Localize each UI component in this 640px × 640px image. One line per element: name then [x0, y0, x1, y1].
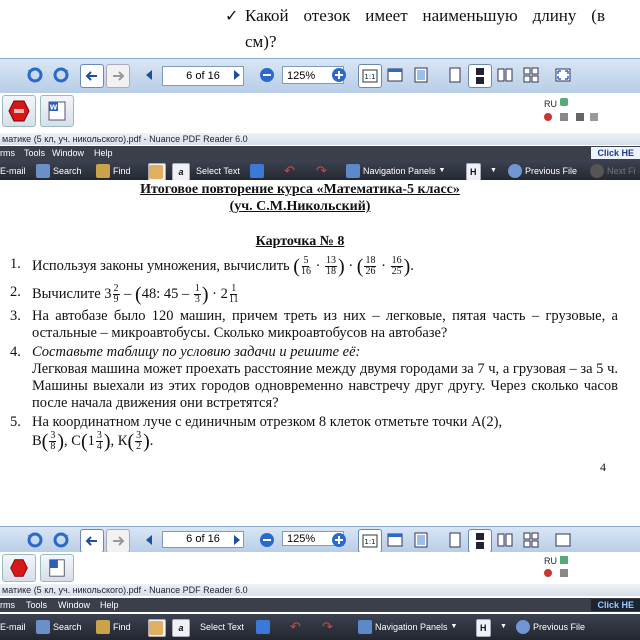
continuous-icon — [471, 532, 489, 550]
next-file-icon — [590, 164, 604, 178]
select-text-label: Select Text — [200, 622, 244, 632]
nav-toolbar — [0, 58, 640, 94]
formula-paren: ) — [201, 283, 209, 306]
triangle-left-icon — [140, 531, 158, 549]
highlight-icon: H — [470, 167, 477, 177]
continuous-button[interactable] — [468, 529, 492, 553]
app-hexagon-icon — [7, 99, 31, 123]
highlight-menu-button[interactable] — [490, 163, 497, 179]
menu-item-tools[interactable]: Tools — [24, 148, 46, 158]
arrow-left-icon — [83, 532, 101, 550]
task-instruction: Составьте таблицу по условию задачи и решите её: — [32, 344, 361, 360]
system-tray — [530, 552, 640, 582]
svg-text:1:1: 1:1 — [364, 73, 376, 81]
task-number: 3. — [10, 308, 21, 324]
search-icon — [36, 620, 50, 634]
menu-item-tools[interactable]: Tools — [26, 600, 48, 610]
question-word: имеет — [365, 6, 408, 25]
next-file-label: Next Fi — [607, 166, 636, 176]
rotate-ccw-icon — [26, 66, 44, 84]
fraction: $\frac{3}{2}$ — [136, 430, 142, 452]
zoom-out-icon — [258, 66, 276, 84]
tray-misc-icon[interactable] — [590, 113, 598, 121]
question-word: (в — [591, 6, 605, 25]
full-screen-button[interactable] — [552, 64, 574, 86]
taskbar-word-button[interactable] — [40, 95, 74, 127]
back-button[interactable] — [80, 529, 104, 553]
actual-size-icon — [361, 532, 379, 550]
zoom-in-button[interactable] — [328, 64, 350, 86]
worksheet-page: Итоговое повторение курса «Математика-5 класс» (уч. С.М.Никольский) Карточка № 8 1. Используя законы умножения, вычислить ( $\frac{5}{16}$ · $\frac{13}{18}$ ) · ( $\frac{18}{26}$ · $\frac{16}{25}$ ). 2. Вычислите 3 $\frac{2}{9}$ – (48: 45 – $\frac{1}{3}$ ) · 2 $\frac{1}{11}$ 3. На автобазе было 120 машин, причем треть из них – легковые, пятая часть – грузовые, а остальные – микроавтобусы. Сколько микроавтобусов на автобазе? 4. Составьте таблицу по условию задачи и решите её: Легковая машина может проехать расстояние между двумя городами за 7 ч, а грузовая – за 5 ч. Машины выехали из этих городов одновременно навстречу друг другу. Через сколько часов после начала движения они встретятся? 5. На координатном луче с единичным отрезком 8 клеток отметьте точки А(2), В( $\frac{3}{8}$ ), С(1 $\frac{3}{4}$ ), К( $\frac{3}{2}$ ). 4 — [0, 180, 640, 520]
search-button[interactable] — [36, 163, 82, 179]
rotate-cw-button[interactable] — [50, 64, 72, 86]
full-screen-icon — [554, 531, 572, 549]
fraction: $\frac{2}{9}$ — [113, 283, 119, 305]
task-text: На автобазе было 120 машин, причем треть из них – легковые, пятая часть – грузовые, а остальные – микроавтобусы. Сколько микроавтобусов на автобазе? — [32, 308, 618, 341]
fraction: $\frac{16}{25}$ — [391, 255, 402, 277]
facing-button[interactable] — [494, 64, 516, 86]
taskbar-bottom — [0, 552, 640, 582]
menu-bar-bottom — [0, 598, 640, 612]
text-cursor-icon: a — [178, 167, 184, 177]
panels-icon — [358, 620, 372, 634]
formula-paren: ) — [338, 255, 345, 278]
full-screen-button[interactable] — [552, 529, 574, 551]
previous-file-label: Previous File — [525, 166, 578, 176]
task-number: 5. — [10, 414, 21, 430]
back-button[interactable] — [80, 64, 104, 88]
formula-paren: ( — [41, 430, 49, 453]
rotate-ccw-button[interactable] — [24, 529, 46, 551]
email-button[interactable] — [0, 619, 26, 635]
formula-paren: ( — [356, 255, 364, 278]
actual-size-icon — [361, 67, 379, 85]
rotate-cw-button[interactable] — [50, 529, 72, 551]
zoom-in-icon — [330, 66, 348, 84]
facing-pages-icon — [496, 66, 514, 84]
zoom-out-icon — [258, 531, 276, 549]
snapshot-button[interactable] — [256, 619, 270, 635]
find-button[interactable] — [96, 619, 131, 635]
worksheet-title: Итоговое повторение курса «Математика-5 класс» — [140, 182, 460, 197]
rotate-ccw-icon — [26, 531, 44, 549]
task-number: 4. — [10, 344, 21, 360]
full-screen-icon — [554, 66, 572, 84]
snapshot-icon — [250, 164, 264, 178]
menu-bar — [0, 146, 640, 160]
fit-width-button[interactable] — [384, 529, 406, 551]
worksheet-subtitle: (уч. С.М.Никольский) — [229, 199, 371, 214]
chevron-down-icon: ▼ — [490, 167, 497, 174]
previous-page-button[interactable] — [138, 529, 160, 551]
background-document — [0, 0, 640, 58]
page-number-field[interactable]: 6 of 16 — [162, 66, 244, 86]
find-label: Find — [113, 166, 131, 176]
continuous-facing-button[interactable] — [520, 64, 542, 86]
search-label: Search — [53, 622, 82, 632]
checkmark-icon: ✓ — [225, 6, 239, 25]
fit-width-icon — [386, 531, 404, 549]
redo-icon: ↷ — [316, 163, 327, 178]
tray-volume-icon[interactable] — [576, 113, 584, 121]
continuous-facing-icon — [522, 66, 540, 84]
hand-tool-button[interactable] — [148, 619, 166, 637]
task-text: На координатном луче с единичным отрезком 8 клеток отметьте точки А(2), — [32, 414, 503, 430]
search-label: Search — [53, 166, 82, 176]
redo-button[interactable] — [322, 619, 333, 635]
text-cursor-icon: a — [178, 623, 184, 633]
navigation-panels-button[interactable] — [358, 619, 457, 635]
previous-file-icon — [516, 620, 530, 634]
question-word: отезок — [303, 6, 351, 25]
top-question — [225, 3, 605, 55]
fraction: $\frac{13}{18}$ — [326, 255, 337, 277]
previous-file-label: Previous File — [533, 622, 586, 632]
previous-file-button[interactable] — [508, 163, 577, 179]
fraction: $\frac{1}{3}$ — [194, 283, 200, 305]
email-label: E-mail — [0, 622, 26, 632]
highlight-icon: H — [480, 623, 487, 633]
taskbar-word-button[interactable] — [40, 554, 74, 582]
select-text-label: Select Text — [196, 166, 240, 176]
rotate-ccw-button[interactable] — [24, 64, 46, 86]
previous-page-button[interactable] — [138, 64, 160, 86]
menu-item-help[interactable]: Help — [94, 148, 113, 158]
question-word: наименьшую — [422, 6, 518, 25]
fit-page-icon — [412, 531, 430, 549]
snapshot-button[interactable] — [250, 163, 264, 179]
task-text: Используя законы умножения, вычислить — [32, 257, 290, 274]
fit-width-button[interactable] — [384, 64, 406, 86]
fraction: $\frac{18}{26}$ — [365, 255, 376, 277]
undo-button[interactable] — [290, 619, 301, 635]
system-tray — [530, 93, 640, 129]
language-indicator[interactable]: RU — [544, 556, 557, 566]
search-icon — [36, 164, 50, 178]
task-number: 2. — [10, 284, 21, 300]
triangle-left-icon — [140, 66, 158, 84]
formula-paren: ( — [135, 283, 142, 306]
menu-item-window[interactable]: Window — [52, 148, 85, 158]
window-title-bar-bottom — [0, 584, 640, 596]
nav-toolbar-bottom — [0, 526, 640, 554]
fit-page-icon — [412, 66, 430, 84]
tray-network-icon[interactable] — [560, 569, 568, 577]
navigation-panels-button[interactable] — [346, 163, 445, 179]
chevron-down-icon: ▼ — [500, 623, 507, 630]
triangle-right-icon — [228, 531, 246, 549]
highlight-menu-button[interactable] — [500, 619, 507, 635]
email-button[interactable] — [0, 163, 26, 179]
chevron-down-icon: ▼ — [450, 623, 458, 630]
zoom-in-icon — [330, 531, 348, 549]
promo-link[interactable]: Click HE — [591, 147, 640, 159]
command-bar-bottom — [0, 614, 640, 640]
fraction: $\frac{3}{8}$ — [50, 430, 56, 452]
zoom-level-value: 125% — [287, 70, 316, 82]
triangle-right-icon — [228, 66, 246, 84]
tray-keyboard-icon[interactable] — [560, 556, 568, 564]
chevron-down-icon: ▼ — [438, 167, 446, 174]
next-file-button[interactable] — [590, 163, 636, 179]
formula-paren: ) — [57, 430, 65, 453]
menu-item-window[interactable]: Window — [58, 600, 91, 610]
single-page-icon — [446, 531, 464, 549]
taskbar-app-button[interactable] — [2, 554, 36, 582]
menu-item-forms[interactable]: rms — [0, 148, 15, 158]
formula-paren: ( — [127, 430, 135, 453]
zoom-out-button[interactable] — [256, 529, 278, 551]
find-button[interactable] — [96, 163, 131, 179]
select-text-tool-button[interactable] — [172, 163, 190, 181]
promo-link[interactable]: Click HE — [591, 599, 640, 611]
single-page-button[interactable] — [444, 529, 466, 551]
formula-paren: ) — [103, 430, 111, 453]
taskbar — [0, 93, 640, 129]
single-page-button[interactable] — [444, 64, 466, 86]
fit-page-button[interactable] — [410, 64, 432, 86]
tray-status-icon[interactable] — [544, 569, 552, 577]
arrow-left-icon — [83, 67, 101, 85]
task-text: Вычислите — [32, 285, 101, 302]
binoculars-icon — [96, 620, 110, 634]
facing-button[interactable] — [494, 529, 516, 551]
formula-paren: ) — [143, 430, 150, 453]
binoculars-icon — [96, 164, 110, 178]
select-text-tool-button[interactable] — [172, 619, 190, 637]
continuous-button[interactable] — [468, 64, 492, 88]
fit-width-icon — [386, 66, 404, 84]
zoom-in-button[interactable] — [328, 529, 350, 551]
actual-size-button[interactable] — [358, 529, 382, 553]
command-bar — [0, 160, 640, 182]
task-number: 1. — [10, 256, 21, 272]
svg-text:1:1: 1:1 — [364, 538, 376, 546]
taskbar-app-button[interactable] — [2, 95, 36, 127]
fraction: $\frac{1}{11}$ — [228, 283, 239, 305]
task-text: Легковая машина может проехать расстояние между двумя городами за 7 ч, а грузовая – за 5 ч. Машины выехали из этих городов одновременно навстречу друг другу. Через сколько часов после начала движения они встретятся? — [32, 361, 618, 411]
tray-status-icon[interactable] — [544, 113, 552, 121]
nav-panels-label: Navigation Panels — [363, 166, 436, 176]
nav-panels-label: Navigation Panels — [375, 622, 448, 632]
previous-file-icon — [508, 164, 522, 178]
formula-paren: ( — [293, 255, 300, 278]
menu-item-forms[interactable]: rms — [0, 600, 15, 610]
hand-icon — [149, 621, 163, 635]
facing-pages-icon — [496, 531, 514, 549]
hand-icon — [149, 165, 163, 179]
continuous-facing-icon — [522, 531, 540, 549]
actual-size-button[interactable] — [358, 64, 382, 88]
window-title-bar — [0, 133, 640, 145]
undo-icon: ↶ — [290, 619, 301, 634]
redo-button[interactable] — [316, 163, 327, 179]
panels-icon — [346, 164, 360, 178]
zoom-level-value: 125% — [287, 533, 316, 545]
search-button[interactable] — [36, 619, 82, 635]
rotate-cw-icon — [52, 66, 70, 84]
fit-page-button[interactable] — [410, 529, 432, 551]
single-page-icon — [446, 66, 464, 84]
forward-button[interactable] — [106, 64, 130, 88]
question-word: Какой — [245, 6, 289, 25]
zoom-out-button[interactable] — [256, 64, 278, 86]
page-number: 4 — [600, 460, 606, 474]
tray-network-icon[interactable] — [560, 113, 568, 121]
svg-text:W: W — [49, 103, 58, 112]
formula-paren: ( — [80, 430, 88, 453]
arrow-right-icon — [109, 67, 127, 85]
next-page-button[interactable] — [226, 64, 248, 86]
language-indicator[interactable]: RU — [544, 99, 557, 109]
next-page-button[interactable] — [226, 529, 248, 551]
formula-paren: ) — [403, 255, 411, 278]
select-text-button[interactable] — [200, 619, 244, 635]
email-label: E-mail — [0, 166, 26, 176]
undo-button[interactable] — [284, 163, 295, 179]
find-label: Find — [113, 622, 131, 632]
continuous-facing-button[interactable] — [520, 529, 542, 551]
window-title: матике (5 кл, уч. никольского).pdf - Nuance PDF Reader 6.0 — [2, 134, 248, 144]
page-number-field[interactable]: 6 of 16 — [162, 531, 244, 548]
arrow-right-icon — [109, 532, 127, 550]
previous-file-button[interactable] — [516, 619, 585, 635]
highlight-button[interactable] — [466, 163, 481, 181]
rotate-cw-icon — [52, 531, 70, 549]
app-hexagon-icon — [9, 558, 29, 578]
fraction: $\frac{3}{4}$ — [96, 430, 102, 452]
fraction: $\frac{5}{16}$ — [300, 255, 311, 277]
highlight-button[interactable] — [476, 619, 491, 637]
redo-icon: ↷ — [322, 619, 333, 634]
select-text-button[interactable] — [196, 163, 240, 179]
tray-keyboard-icon[interactable] — [560, 98, 568, 106]
continuous-icon — [471, 67, 489, 85]
hand-tool-button[interactable] — [148, 163, 166, 181]
word-document-icon — [47, 558, 67, 578]
menu-item-help[interactable]: Help — [100, 600, 119, 610]
word-document-icon — [46, 100, 68, 122]
question-line2: см)? — [245, 32, 277, 51]
snapshot-icon — [256, 620, 270, 634]
window-title: матике (5 кл, уч. никольского).pdf - Nuance PDF Reader 6.0 — [2, 585, 248, 595]
undo-icon: ↶ — [284, 163, 295, 178]
forward-button[interactable] — [106, 529, 130, 553]
question-word: длину — [532, 6, 577, 25]
card-title: Карточка № 8 — [255, 234, 345, 249]
